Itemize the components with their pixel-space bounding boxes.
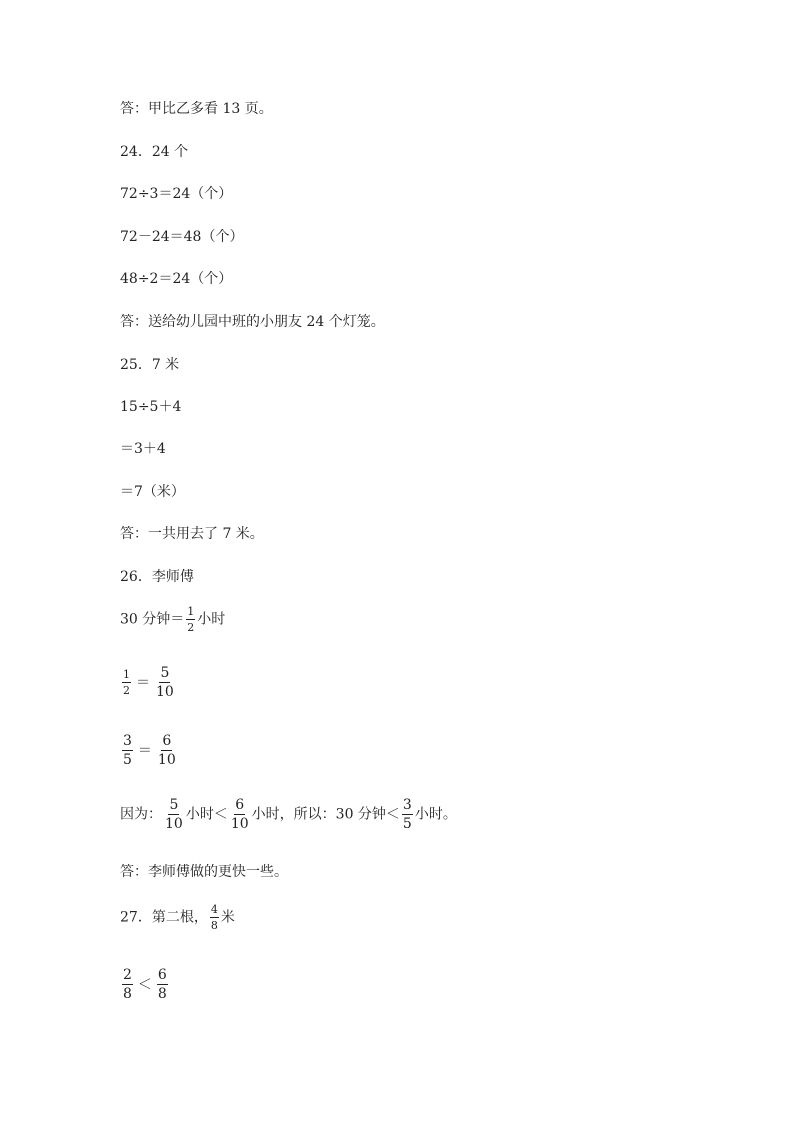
fraction-comparison: [120, 968, 170, 1001]
calc-line: 72÷3＝24（个）: [120, 186, 233, 202]
fraction-denominator: 10: [157, 752, 176, 768]
comparison-text: 小时。: [414, 806, 457, 823]
fraction-numerator: 1: [123, 668, 130, 681]
fraction-numerator: 6: [235, 797, 245, 813]
fraction-denominator: 5: [402, 816, 412, 832]
question-24-heading: 24．24 个: [120, 144, 189, 160]
fraction: [402, 798, 413, 831]
fraction-numerator: 3: [123, 733, 132, 749]
fraction-denominator: 8: [157, 986, 167, 1002]
fraction-denominator: 10: [156, 684, 174, 700]
hour-unit: 小时: [197, 611, 226, 628]
answer-26: 答：李师傅做的更快一些。: [120, 864, 288, 880]
equals-sign: ＝: [136, 674, 150, 691]
fraction-denominator: 10: [230, 816, 249, 832]
fraction-denominator: 2: [123, 684, 130, 697]
fraction-equation-1: [120, 666, 177, 699]
because-label: 因为：: [120, 806, 162, 823]
fraction-denominator: 8: [123, 986, 132, 1002]
comparison-text: 小时＜: [185, 806, 228, 823]
fraction-equation-2: [120, 734, 179, 767]
fraction-numerator: 1: [187, 605, 195, 618]
fraction-half: [186, 606, 195, 633]
fraction-denominator: 8: [210, 919, 218, 932]
fraction: [122, 968, 133, 1001]
minutes-prefix: 30 分钟＝: [120, 611, 185, 628]
fraction-numerator: 5: [169, 797, 179, 813]
fraction-denominator: 5: [123, 752, 132, 768]
fraction-denominator: 10: [165, 816, 183, 832]
question-25-heading: 25．7 米: [120, 357, 180, 373]
answer-24: 答：送给幼儿园中班的小朋友 24 个灯笼。: [120, 314, 385, 330]
fraction: [157, 968, 168, 1001]
fraction: [157, 734, 177, 767]
fraction: [230, 798, 250, 831]
fraction-numerator: 4: [210, 903, 218, 916]
comparison-reasoning-line: [120, 798, 457, 831]
fraction-numerator: 5: [160, 665, 170, 681]
fraction: [210, 904, 219, 931]
fraction-denominator: 2: [187, 621, 195, 634]
fraction: [122, 669, 131, 696]
calc-line: ＝3＋4: [120, 441, 166, 457]
fraction: [122, 734, 133, 767]
calc-line: 15÷5＋4: [120, 399, 182, 415]
calc-line: 72－24＝48（个）: [120, 229, 244, 245]
fraction: [155, 666, 175, 699]
question-27-prefix: 27．第二根，: [120, 909, 208, 926]
comparison-text: 小时，所以：30 分钟＜: [251, 806, 400, 823]
calc-line: ＝7（米）: [120, 484, 185, 500]
fraction: [164, 798, 184, 831]
question-26-heading: 26．李师傅: [120, 569, 194, 585]
meter-unit: 米: [220, 909, 235, 926]
equals-sign: ＝: [137, 742, 152, 759]
fraction-numerator: 6: [162, 733, 172, 749]
question-27-heading: [120, 904, 235, 931]
less-than-sign: ＜: [137, 976, 152, 993]
answer-25: 答：一共用去了 7 米。: [120, 526, 264, 542]
answer-23: 答：甲比乙多看 13 页。: [120, 101, 273, 117]
fraction-numerator: 3: [402, 797, 412, 813]
fraction-numerator: 2: [123, 967, 132, 983]
fraction-numerator: 6: [157, 967, 167, 983]
minutes-to-hours-line: [120, 606, 225, 633]
calc-line: 48÷2＝24（个）: [120, 271, 233, 287]
